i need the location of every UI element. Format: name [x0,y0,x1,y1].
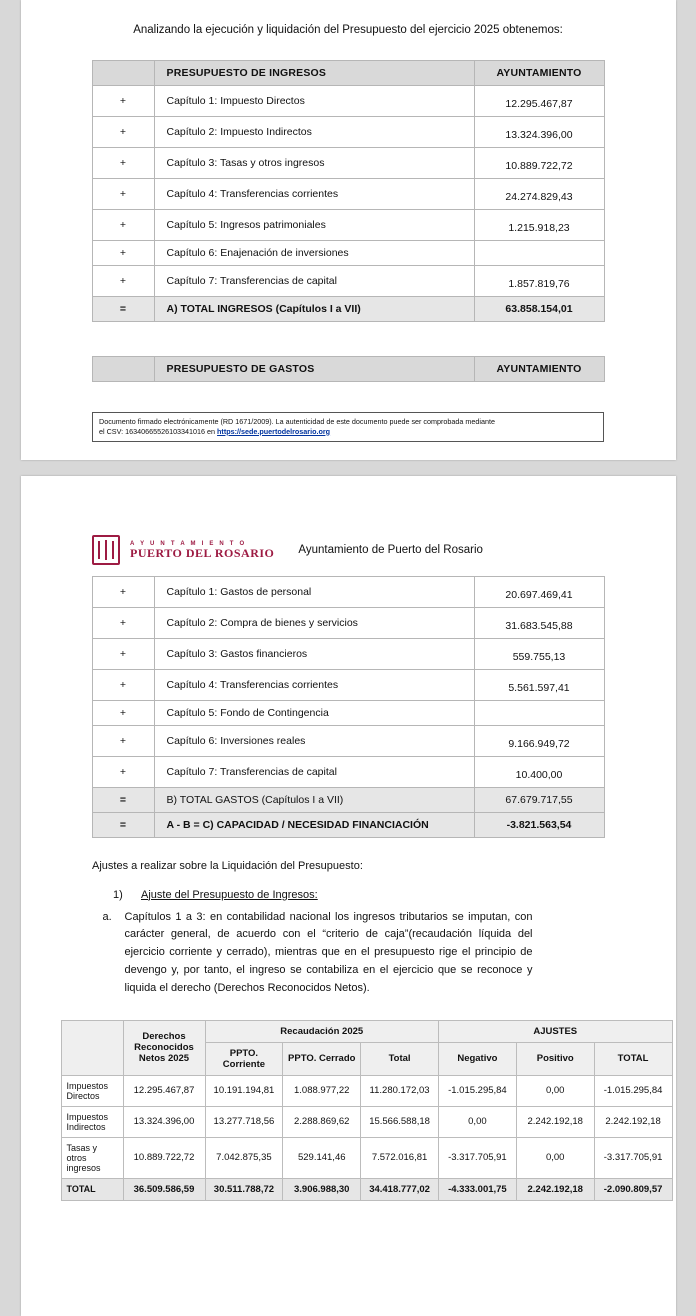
row-concept: Capítulo 4: Transferencias corrientes [154,179,474,210]
cell-ppto-corriente: 10.191.194,81 [205,1075,283,1106]
row-sign: + [92,757,154,788]
row-concept: Capítulo 3: Tasas y otros ingresos [154,148,474,179]
row-sign: + [92,670,154,701]
table-row [92,608,604,639]
table-total-row [61,1178,672,1200]
income-budget-table [92,60,605,322]
row-sign: + [92,210,154,241]
table-spacer [61,322,636,356]
row-amount: 1.215.918,23 [474,210,604,241]
subheader-negativo: Negativo [438,1042,516,1075]
cell-total-recaudacion: 15.566.588,18 [361,1106,439,1137]
cell-derechos: 36.509.586,59 [123,1178,205,1200]
table-row [92,148,604,179]
row-amount: 13.324.396,00 [474,117,604,148]
row-amount: 5.561.597,41 [474,670,604,701]
capacity-sign: = [92,813,154,838]
cell-total: -1.015.295,84 [594,1075,672,1106]
row-sign: + [92,701,154,726]
subheader-ppto-corriente: PPTO. Corriente [205,1042,283,1075]
table-header-row [92,357,604,382]
table-header-row [92,61,604,86]
row-label: Tasas y otros ingresos [61,1137,123,1178]
row-sign: + [92,726,154,757]
group-header-derechos: Derechos Reconocidos Netos 2025 [123,1020,205,1075]
header-concept-cell: PRESUPUESTO DE INGRESOS [154,61,474,86]
row-sign: + [92,117,154,148]
table-row [92,266,604,297]
csv-notice-line1: Documento firmado electrónicamente (RD 1671/2009). La autenticidad de este documento puede ser comprobada mediante [99,417,495,427]
row-concept: Capítulo 4: Transferencias corrientes [154,670,474,701]
cell-negativo: -4.333.001,75 [438,1178,516,1200]
list-item [113,889,583,901]
logo-wordmark [130,541,274,559]
cell-total: -2.090.809,57 [594,1178,672,1200]
cell-ppto-corriente: 7.042.875,35 [205,1137,283,1178]
group-header-ajustes: AJUSTES [438,1020,672,1042]
subheader-total-ajustes: TOTAL [594,1042,672,1075]
total-sign: = [92,297,154,322]
subheader-positivo: Positivo [516,1042,594,1075]
cell-derechos: 12.295.467,87 [123,1075,205,1106]
row-concept: Capítulo 5: Ingresos patrimoniales [154,210,474,241]
row-amount: 10.400,00 [474,757,604,788]
logo-line-1: A Y U N T A M I E N T O [130,541,247,547]
intro-paragraph: Analizando la ejecución y liquidación del Presupuesto del ejercicio 2025 obtenemos: [133,24,563,36]
table-row [92,701,604,726]
header-amount-cell: AYUNTAMIENTO [474,61,604,86]
cell-positivo: 0,00 [516,1075,594,1106]
table-total-row [92,297,604,322]
cell-derechos: 13.324.396,00 [123,1106,205,1137]
row-amount: 9.166.949,72 [474,726,604,757]
row-concept: Capítulo 6: Inversiones reales [154,726,474,757]
row-concept: Capítulo 7: Transferencias de capital [154,266,474,297]
capacity-concept: A - B = C) CAPACIDAD / NECESIDAD FINANCIACIÓN [154,813,474,838]
cell-negativo: 0,00 [438,1106,516,1137]
electronic-signature-notice [92,412,604,441]
subheader-total: Total [361,1042,439,1075]
cell-ppto-corriente: 13.277.718,56 [205,1106,283,1137]
row-amount: 20.697.469,41 [474,577,604,608]
coat-of-arms-icon [92,535,120,565]
group-header-recaudacion: Recaudación 2025 [205,1020,438,1042]
cell-total-recaudacion: 11.280.172,03 [361,1075,439,1106]
cell-total: 2.242.192,18 [594,1106,672,1137]
row-concept: Capítulo 2: Compra de bienes y servicios [154,608,474,639]
total-amount: 67.679.717,55 [474,788,604,813]
table-row [61,1106,672,1137]
row-concept: Capítulo 1: Impuesto Directos [154,86,474,117]
row-label: Impuestos Directos [61,1075,123,1106]
row-sign: + [92,639,154,670]
row-sign: + [92,86,154,117]
cell-negativo: -3.317.705,91 [438,1137,516,1178]
adjustments-table-wrapper [61,1020,673,1201]
table-row [92,639,604,670]
header-amount-cell: AYUNTAMIENTO [474,357,604,382]
list-marker: 1) [113,888,123,901]
row-sign: + [92,148,154,179]
row-amount: 31.683.545,88 [474,608,604,639]
row-concept: Capítulo 2: Impuesto Indirectos [154,117,474,148]
total-concept: B) TOTAL GASTOS (Capítulos I a VII) [154,788,474,813]
page-header [92,530,604,570]
cell-positivo: 2.242.192,18 [516,1106,594,1137]
row-amount: 12.295.467,87 [474,86,604,117]
total-concept: A) TOTAL INGRESOS (Capítulos I a VII) [154,297,474,322]
row-concept: Capítulo 1: Gastos de personal [154,577,474,608]
cell-total-recaudacion: 34.418.777,02 [361,1178,439,1200]
row-sign: + [92,577,154,608]
page-gap [0,460,696,476]
cell-total-recaudacion: 7.572.016,81 [361,1137,439,1178]
cell-ppto-cerrado: 3.906.988,30 [283,1178,361,1200]
table-row [92,210,604,241]
cell-ppto-corriente: 30.511.788,72 [205,1178,283,1200]
table-row [92,241,604,266]
row-concept: Capítulo 5: Fondo de Contingencia [154,701,474,726]
table-row [92,670,604,701]
row-label: TOTAL [61,1178,123,1200]
table-row [92,757,604,788]
cell-negativo: -1.015.295,84 [438,1075,516,1106]
row-amount: 10.889.722,72 [474,148,604,179]
total-sign: = [92,788,154,813]
expense-budget-header-table [92,356,605,382]
table-row [61,1075,672,1106]
adjustments-table [61,1020,673,1201]
header-sign-cell [92,357,154,382]
cell-ppto-cerrado: 2.288.869,62 [283,1106,361,1137]
header-concept-cell: PRESUPUESTO DE GASTOS [154,357,474,382]
csv-notice-line2: el CSV: 16340665526103341016 en [99,426,218,436]
table-group-header-row [61,1020,672,1042]
subheader-ppto-cerrado: PPTO. Cerrado [283,1042,361,1075]
logo-line-2: PUERTO DEL ROSARIO [130,546,275,560]
table-row [92,179,604,210]
row-amount: 24.274.829,43 [474,179,604,210]
table-row [92,86,604,117]
entity-name: Ayuntamiento de Puerto del Rosario [298,544,483,556]
adjustments-lead-paragraph: Ajustes a realizar sobre la Liquidación del Presupuesto: [92,860,363,872]
total-amount: 63.858.154,01 [474,297,604,322]
cell-derechos: 10.889.722,72 [123,1137,205,1178]
row-concept: Capítulo 6: Enajenación de inversiones [154,241,474,266]
cell-positivo: 2.242.192,18 [516,1178,594,1200]
row-label: Impuestos Indirectos [61,1106,123,1137]
cell-ppto-cerrado: 1.088.977,22 [283,1075,361,1106]
row-concept: Capítulo 7: Transferencias de capital [154,757,474,788]
list-item-text: Capítulos 1 a 3: en contabilidad nacional los ingresos tributarios se imputan, con carácter general, de acuerdo con el “criterio de caja”(recaudación líquida del ejercicio corriente y cerrado), mientras que en el presupuesto rige el principio de devengo y, por tanto, el ingreso se contabiliza en el ejercicio que se reconoce y liquida el derecho (Derechos Reconocidos Netos). [124,910,533,994]
list-item [103,909,533,998]
sede-link[interactable]: https://sede.puertodelrosario.org [217,426,331,436]
group-header-blank [61,1020,123,1075]
header-sign-cell [92,61,154,86]
row-amount: 1.857.819,76 [474,266,604,297]
expense-budget-table [92,576,605,838]
row-sign: + [92,608,154,639]
table-row [92,577,604,608]
table-row [92,117,604,148]
table-total-row [92,788,604,813]
row-amount [474,241,604,266]
row-sign: + [92,179,154,210]
table-row [61,1137,672,1178]
cell-ppto-cerrado: 529.141,46 [283,1137,361,1178]
cell-total: -3.317.705,91 [594,1137,672,1178]
cell-positivo: 0,00 [516,1137,594,1178]
document-page-1 [21,0,676,460]
row-amount: 559.755,13 [474,639,604,670]
row-sign: + [92,266,154,297]
financing-capacity-row [92,813,604,838]
row-amount [474,701,604,726]
document-page-2 [21,476,676,1316]
table-row [92,726,604,757]
row-sign: + [92,241,154,266]
row-concept: Capítulo 3: Gastos financieros [154,639,474,670]
list-item-label: Ajuste del Presupuesto de Ingresos: [141,888,318,901]
list-marker: a. [102,910,112,923]
capacity-amount: -3.821.563,54 [474,813,604,838]
